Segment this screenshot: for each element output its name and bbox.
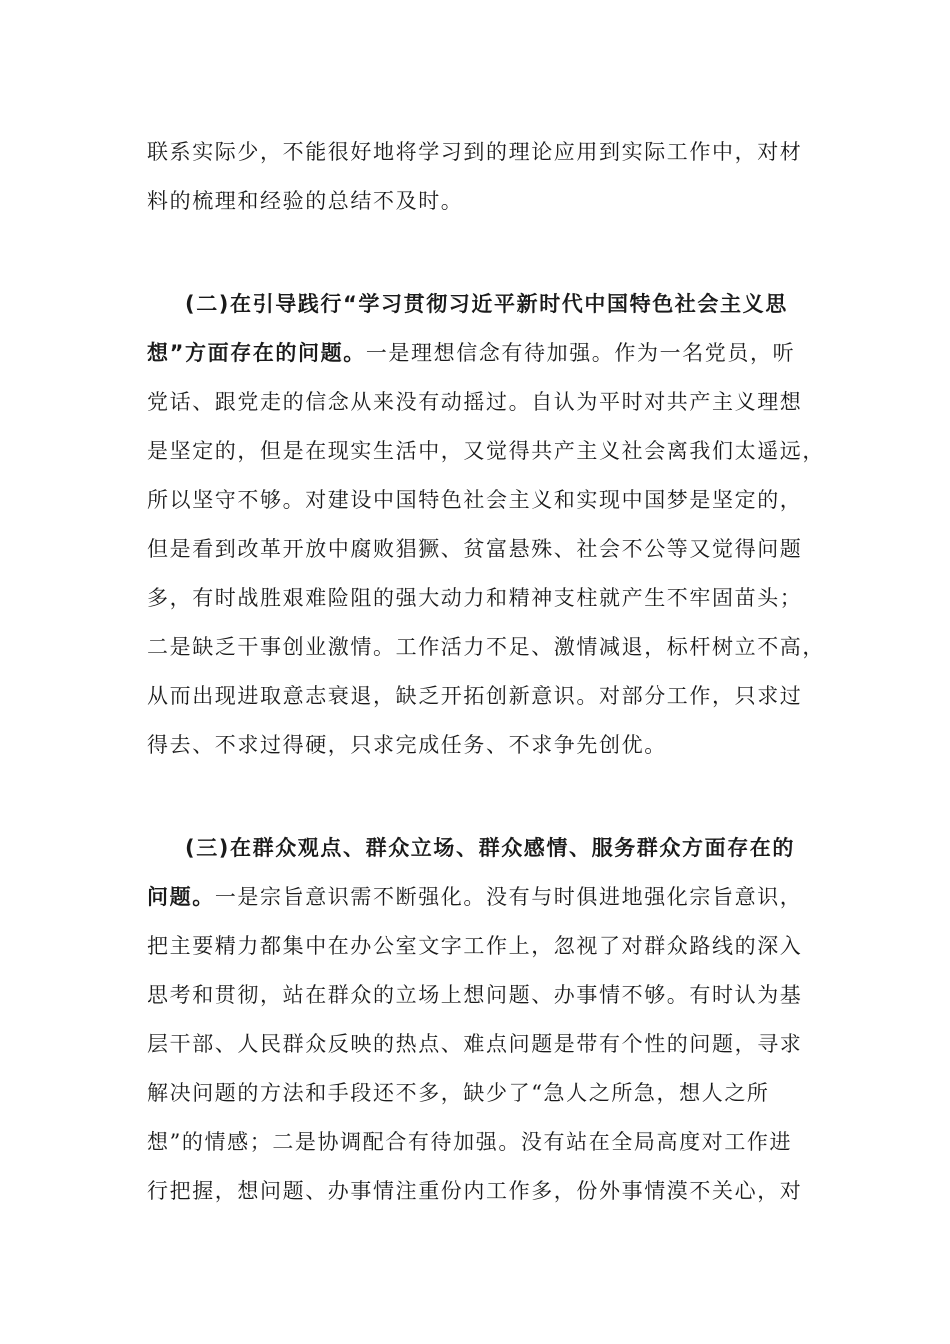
section-2-line: 多，有时战胜艰难险阻的强大动力和精神支柱就产生不牢固苗头； [147,586,803,610]
section-2-line: 二是缺乏干事创业激情。工作活力不足、激情减退，标杆树立不高， [147,635,825,659]
section-2-line: 是坚定的，但是在现实生活中，又觉得共产主义社会离我们太遥远， [147,439,825,463]
section-3-heading-end: 问题。 [147,885,215,909]
section-2-line: 党话、跟党走的信念从来没有动摇过。自认为平时对共产主义理想 [147,390,803,414]
section-2-line: 得去、不求过得硬，只求完成任务、不求争先创优。 [147,733,667,757]
section-2-line: 从而出现进取意志衰退，缺乏开拓创新意识。对部分工作，只求过 [147,684,803,708]
paragraph-1-line-1: 联系实际少，不能很好地将学习到的理论应用到实际工作中，对材 [147,140,803,164]
section-3-line: 思考和贯彻，站在群众的立场上想问题、办事情不够。有时认为基 [147,983,803,1007]
section-3-heading: (三)在群众观点、群众立场、群众感情、服务群众方面存在的 [185,836,795,860]
section-2-heading: (二)在引导践行“学习贯彻习近平新时代中国特色社会主义思 [185,292,788,316]
section-2-heading-end: 想”方面存在的问题。 [147,341,366,365]
section-2-line: 所以坚守不够。对建设中国特色社会主义和实现中国梦是坚定的， [147,488,803,512]
section-3-line: 层干部、人民群众反映的热点、难点问题是带有个性的问题，寻求 [147,1032,803,1056]
section-3-line-2 [147,882,802,912]
section-3-line: 解决问题的方法和手段还不多，缺少了“急人之所急，想人之所 [147,1081,770,1105]
section-3-line: 想”的情感；二是协调配合有待加强。没有站在全局高度对工作进 [147,1130,793,1154]
section-2-line-2-text: 一是理想信念有待加强。作为一名党员，听 [365,341,796,365]
section-3-line: 把主要精力都集中在办公室文字工作上，忽视了对群众路线的深入 [147,934,803,958]
section-2-line: 但是看到改革开放中腐败猖獗、贫富悬殊、社会不公等又觉得问题 [147,537,803,561]
section-3-line: 行把握，想问题、办事情注重份内工作多，份外事情漠不关心，对 [147,1179,803,1203]
section-2-line-2 [147,338,795,368]
section-3-line-2-text: 一是宗旨意识需不断强化。没有与时俱进地强化宗旨意识， [214,885,803,909]
paragraph-1-line-2: 料的梳理和经验的总结不及时。 [147,189,464,213]
